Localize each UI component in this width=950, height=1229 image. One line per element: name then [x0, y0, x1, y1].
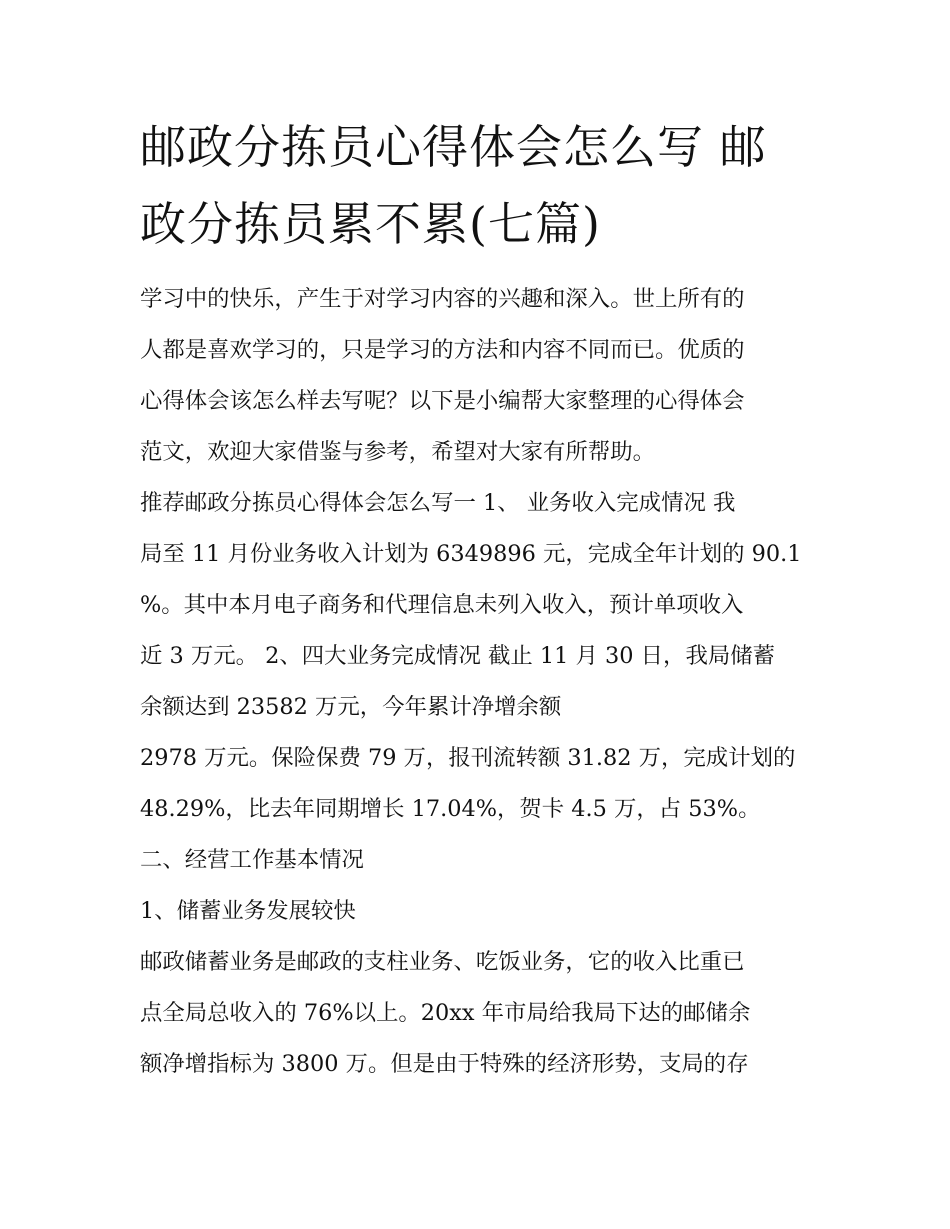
document-title-line-1: 邮政分拣员心得体会怎么写 邮	[140, 120, 767, 174]
section-heading: 二、经营工作基本情况	[140, 847, 364, 873]
body-line: 点全局总收入的 76%以上。20xx 年市局给我局下达的邮储余	[140, 1000, 751, 1026]
subsection-heading: 1、储蓄业务发展较快	[140, 898, 356, 924]
body-line: 48.29%，比去年同期增长 17.04%，贺卡 4.5 万，占 53%。	[140, 796, 761, 822]
body-line: 学习中的快乐，产生于对学习内容的兴趣和深入。世上所有的	[140, 286, 745, 312]
body-line: 余额达到 23582 万元，今年累计净增余额	[140, 694, 562, 720]
body-line: 局至 11 月份业务收入计划为 6349896 元，完成全年计划的 90.1	[140, 541, 802, 567]
body-line: 邮政储蓄业务是邮政的支柱业务、吃饭业务，它的收入比重已	[140, 949, 745, 975]
body-line: 近 3 万元。 2、四大业务完成情况 截止 11 月 30 日，我局储蓄	[140, 643, 776, 669]
body-line: 额净增指标为 3800 万。但是由于特殊的经济形势，支局的存	[140, 1051, 749, 1077]
body-line: 心得体会该怎么样去写呢？以下是小编帮大家整理的心得体会	[140, 388, 745, 414]
body-line: %。其中本月电子商务和代理信息未列入收入，预计单项收入	[140, 592, 744, 618]
document-title-line-2: 政分拣员累不累(七篇)	[140, 197, 601, 251]
body-line: 推荐邮政分拣员心得体会怎么写一 1、 业务收入完成情况 我	[140, 490, 736, 516]
body-line: 人都是喜欢学习的，只是学习的方法和内容不同而已。优质的	[140, 337, 745, 363]
body-line: 范文，欢迎大家借鉴与参考，希望对大家有所帮助。	[140, 439, 655, 465]
body-line: 2978 万元。保险保费 79 万，报刊流转额 31.82 万，完成计划的	[140, 745, 796, 771]
